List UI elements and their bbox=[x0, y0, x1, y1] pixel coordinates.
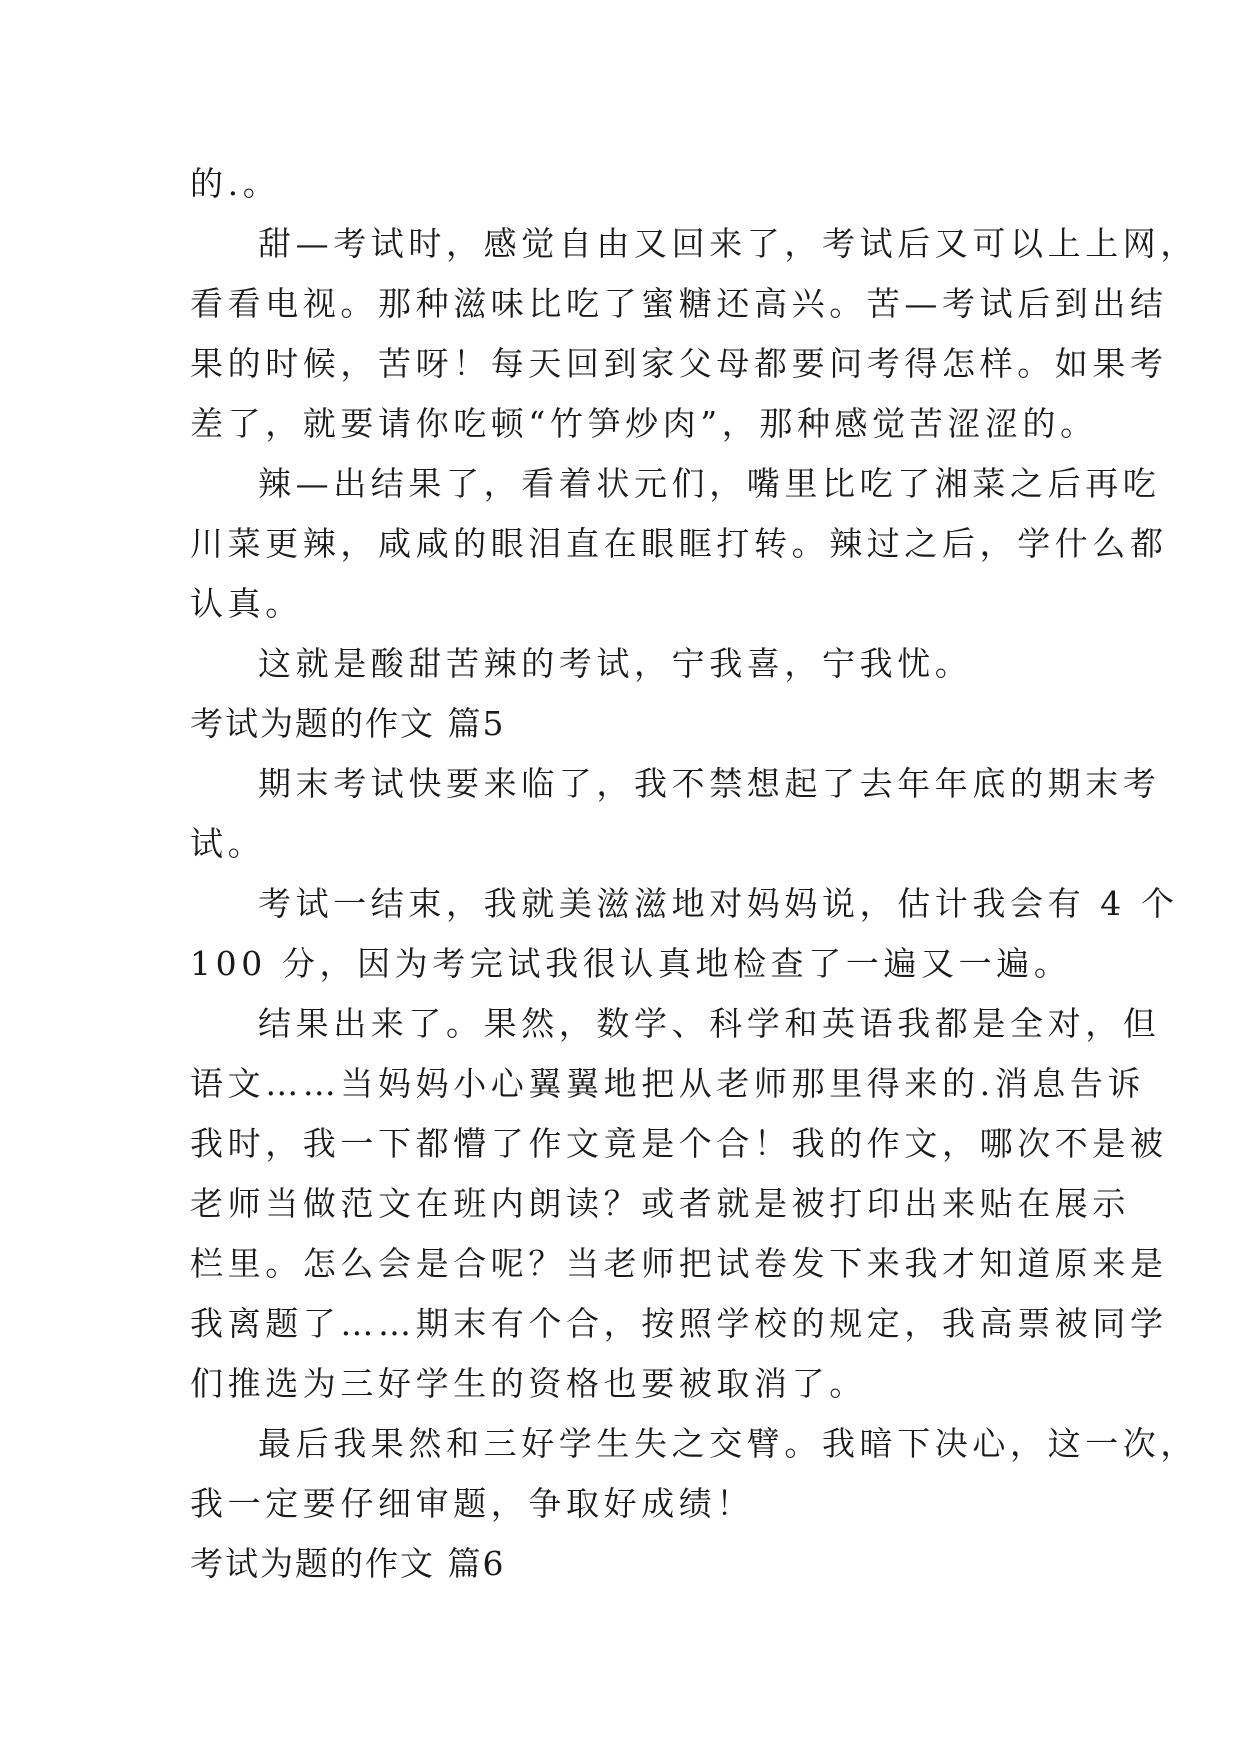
text-line: 老师当做范文在班内朗读？或者就是被打印出来贴在展示 bbox=[190, 1184, 1130, 1223]
paragraph-first-line: 期末考试快要来临了，我不禁想起了去年年底的期末考 bbox=[258, 764, 1161, 803]
section-heading: 考试为题的作文 篇6 bbox=[190, 1544, 506, 1583]
text-line: 看看电视。那种滋味比吃了蜜糖还高兴。苦—考试后到出结 bbox=[190, 284, 1168, 323]
text-line: 我一定要仔细审题，争取好成绩！ bbox=[190, 1484, 754, 1523]
text-line: 试。 bbox=[190, 824, 266, 863]
text-line: 栏里。怎么会是合呢？当老师把试卷发下来我才知道原来是 bbox=[190, 1244, 1168, 1283]
paragraph-first-line: 结果出来了。果然，数学、科学和英语我都是全对，但 bbox=[258, 1004, 1161, 1043]
text-line: 果的时候，苦呀！每天回到家父母都要问考得怎样。如果考 bbox=[190, 344, 1168, 383]
text-line: 100 分，因为考完试我很认真地检查了一遍又一遍。 bbox=[190, 944, 1072, 983]
section-heading: 考试为题的作文 篇5 bbox=[190, 704, 506, 743]
text-line: 我时，我一下都懵了作文竟是个合！我的作文，哪次不是被 bbox=[190, 1124, 1168, 1163]
text-line: 差了，就要请你吃顿“竹笋炒肉”，那种感觉苦涩涩的。 bbox=[190, 404, 1098, 443]
text-line: 的.。 bbox=[190, 164, 281, 203]
paragraph-first-line: 这就是酸甜苦辣的考试，宁我喜，宁我忧。 bbox=[258, 644, 973, 683]
paragraph-first-line: 辣—出结果了，看着状元们，嘴里比吃了湘菜之后再吃 bbox=[258, 464, 1161, 503]
paragraph-first-line: 考试一结束，我就美滋滋地对妈妈说，估计我会有 4 个 bbox=[258, 884, 1179, 923]
paragraph-first-line: 最后我果然和三好学生失之交臂。我暗下决心，这一次， bbox=[258, 1424, 1198, 1463]
paragraph-first-line: 甜—考试时，感觉自由又回来了，考试后又可以上上网， bbox=[258, 224, 1198, 263]
text-line: 川菜更辣，咸咸的眼泪直在眼眶打转。辣过之后，学什么都 bbox=[190, 524, 1168, 563]
text-line: 我离题了……期末有个合，按照学校的规定，我高票被同学 bbox=[190, 1304, 1168, 1343]
text-line: 语文……当妈妈小心翼翼地把从老师那里得来的.消息告诉 bbox=[190, 1064, 1146, 1103]
text-line: 认真。 bbox=[190, 584, 303, 623]
text-line: 们推选为三好学生的资格也要被取消了。 bbox=[190, 1364, 867, 1403]
